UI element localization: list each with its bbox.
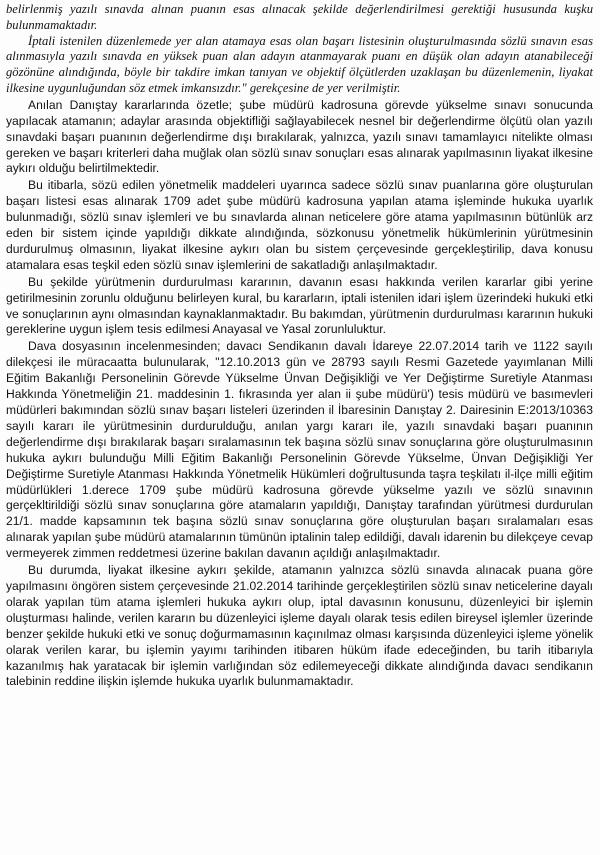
paragraph-conclusion: Bu durumda, liyakat ilkesine aykırı şekilde, atamanın yalnızca sözlü sınavda alınacak puana göre yapılmasını öngören sistem çerçevesinde 21.02.2014 tarihinde gerçekleştirilen sözlü sınav neticelerine dayalı olarak yapılan tüm atama işlemleri hukuka aykırı olup, iptal davasının konusunu, düzenleyici bir işlemin oluşturması halinde, verilen kararın bu düzenleyici işleme dayalı olarak tesis edilen bireysel işlemler üzerinde benzer şekilde hukuki etki ve sonuç doğurmamasının kaçınılmaz olması karşısında düzenleyici işleme yönelik olarak verilen karar, bu işlemin yayımı tarihinden itibaren hüküm ifade edeceğinden, bu tarih itibarıyla kazanılmış hak yaratacak bir işlemin varlığından söz edilemeyeceği dikkate alındığında davacı sendikanın talebinin reddine ilişkin işlemde hukuka uyarlık bulunmamaktadır. — [6, 563, 593, 689]
paragraph-continuation: belirlenmiş yazılı sınavda alınan puanın esas alınacak şekilde değerlendirilmesi gerektiği hususunda kuşku bulunmamaktadır. — [6, 2, 593, 32]
paragraph-council-summary: Anılan Danıştay kararlarında özetle; şube müdürü kadrosuna görevde yükselme sınavı sonucunda yapılacak atamanın; adaylar arasında objektifliği sağlayabilecek nesnel bir değerlendirme ölçütü olan yazılı sınavdaki başarı puanının değerlendirme dışı bırakılarak, yalnızca, yazılı sınavı tamamlayıcı nitelikte olması gereken ve başarı kriterleri daha muğlak olan sözlü sınav sonuçları esas alınarak yapılmasının liyakat ilkesine aykırı olduğu belirtilmektedir. — [6, 97, 593, 176]
paragraph-regulation-assessment: Bu itibarla, sözü edilen yönetmelik maddeleri uyarınca sadece sözlü sınav puanlarına göre oluşturulan başarı listesi esas alınarak 1709 adet şube müdürü kadrosuna yapılan atama işleminde hukuka uyarlık bulunmadığı, sözlü sınav işlemleri ve bu sınavlarda alınan neticelere göre atama yapılmasının bütünlük arz eden bir sistem içinde yapıldığı dikkate alındığında, sözkonusu yönetmelik hükümlerinin yürütmesinin durdurulmuş olmasının, liyakat ilkesine aykırı olan bu sistem çerçevesinde gerçekleştirilip, dava konusu atamalara esas teşkil eden sözlü sınav işlemlerini de sakatladığı anlaşılmaktadır. — [6, 178, 593, 272]
paragraph-stay-of-execution: Bu şekilde yürütmenin durdurulması kararının, davanın esası hakkında verilen kararlar gibi yerine getirilmesinin zorunlu olduğunu belirleyen kural, bu kararların, iptali istenilen idari işlem üzerindeki hukuki etki ve sonuçlarının aynı olmasından kaynaklanmaktadır. Bu bakımdan, yürütmenin durdurulması kararının hukuki gereklerine uygun işlem tesis edilmesi Anayasal ve Yasal zorunluluktur. — [6, 274, 593, 337]
paragraph-case-file-review: Dava dosyasının incelenmesinden; davacı Sendikanın davalı İdareye 22.07.2014 tarih ve 1122 sayılı dilekçesi ile müracaatta bulunularak, "12.10.2013 gün ve 28793 sayılı Resmi Gazetede yayımlanan Milli Eğitim Bakanlığı Personelinin Görevde Yükselme Ünvan Değişikliği ve Yer Değiştirme Suretiyle Atanması Hakkında Yönetmeliğin 21. maddesinin 1. fıkrasında yer alan ii şube müdürü') tesis müdürü ve basımevleri müdürleri bakımından sözlü sınav başarı listeleri üzerinden il İbaresinin Danıştay 2. Dairesinin E:2013/10363 sayılı kararı ile yürütmesinin durdurulduğu, anılan yargı kararı ile, yazılı sınavdaki başarı puanının değerlendirme dışı bırakılarak başarı sıralamasının tek başına sözlü sınav sonuçlarına göre oluşturulmasının hukuka aykırı bulunduğu Milli Eğitim Bakanlığı Personelinin Görevde Yükselme, Ünvan Değişikliği Yer Değiştirme Suretiyle Atanması Hakkında Yönetmelik Hükümleri doğrultusunda taşra teşkilatı il-ilçe milli eğitim müdürlükleri 1.derece 1709 şube müdürü kadrosuna görevde yükselme yazılı ve sözlü sınavının gerçekltirildiği sözlü sınav sonuçlarına göre atamaların yapıldığı, Danıştay tarafından yürütmesi durdurulan 21/1. madde kapsamının tek başına sözlü sınav sonuçlarına göre oluşturulan başarı sıralamaları esas alınarak yapılan şube müdürü atamalarının tümünün iptalinin talep edildiği, davalı idarenin bu dilekçeye cevap vermeyerek zimmen reddetmesi üzerine bakılan davanın açıldığı anlaşılmaktadır. — [6, 339, 593, 561]
paragraph-quoted-reasoning: İptali istenilen düzenlemede yer alan atamaya esas olan başarı listesinin oluşturulmasında sözlü sınavın esas alınmasıyla yazılı sınavda en yüksek puan alan adayın atanmayarak puanı en düşük olan adayın atanabileceği gözönüne alındığında, böyle bir takdire imkan tanıyan ve objektif ölçütlerden uzaklaşan bu düzenlemenin, liyakat ilkesine uygunluğundan söz etmek imkansızdır." gerekçesine de yer verilmiştir. — [6, 33, 593, 95]
